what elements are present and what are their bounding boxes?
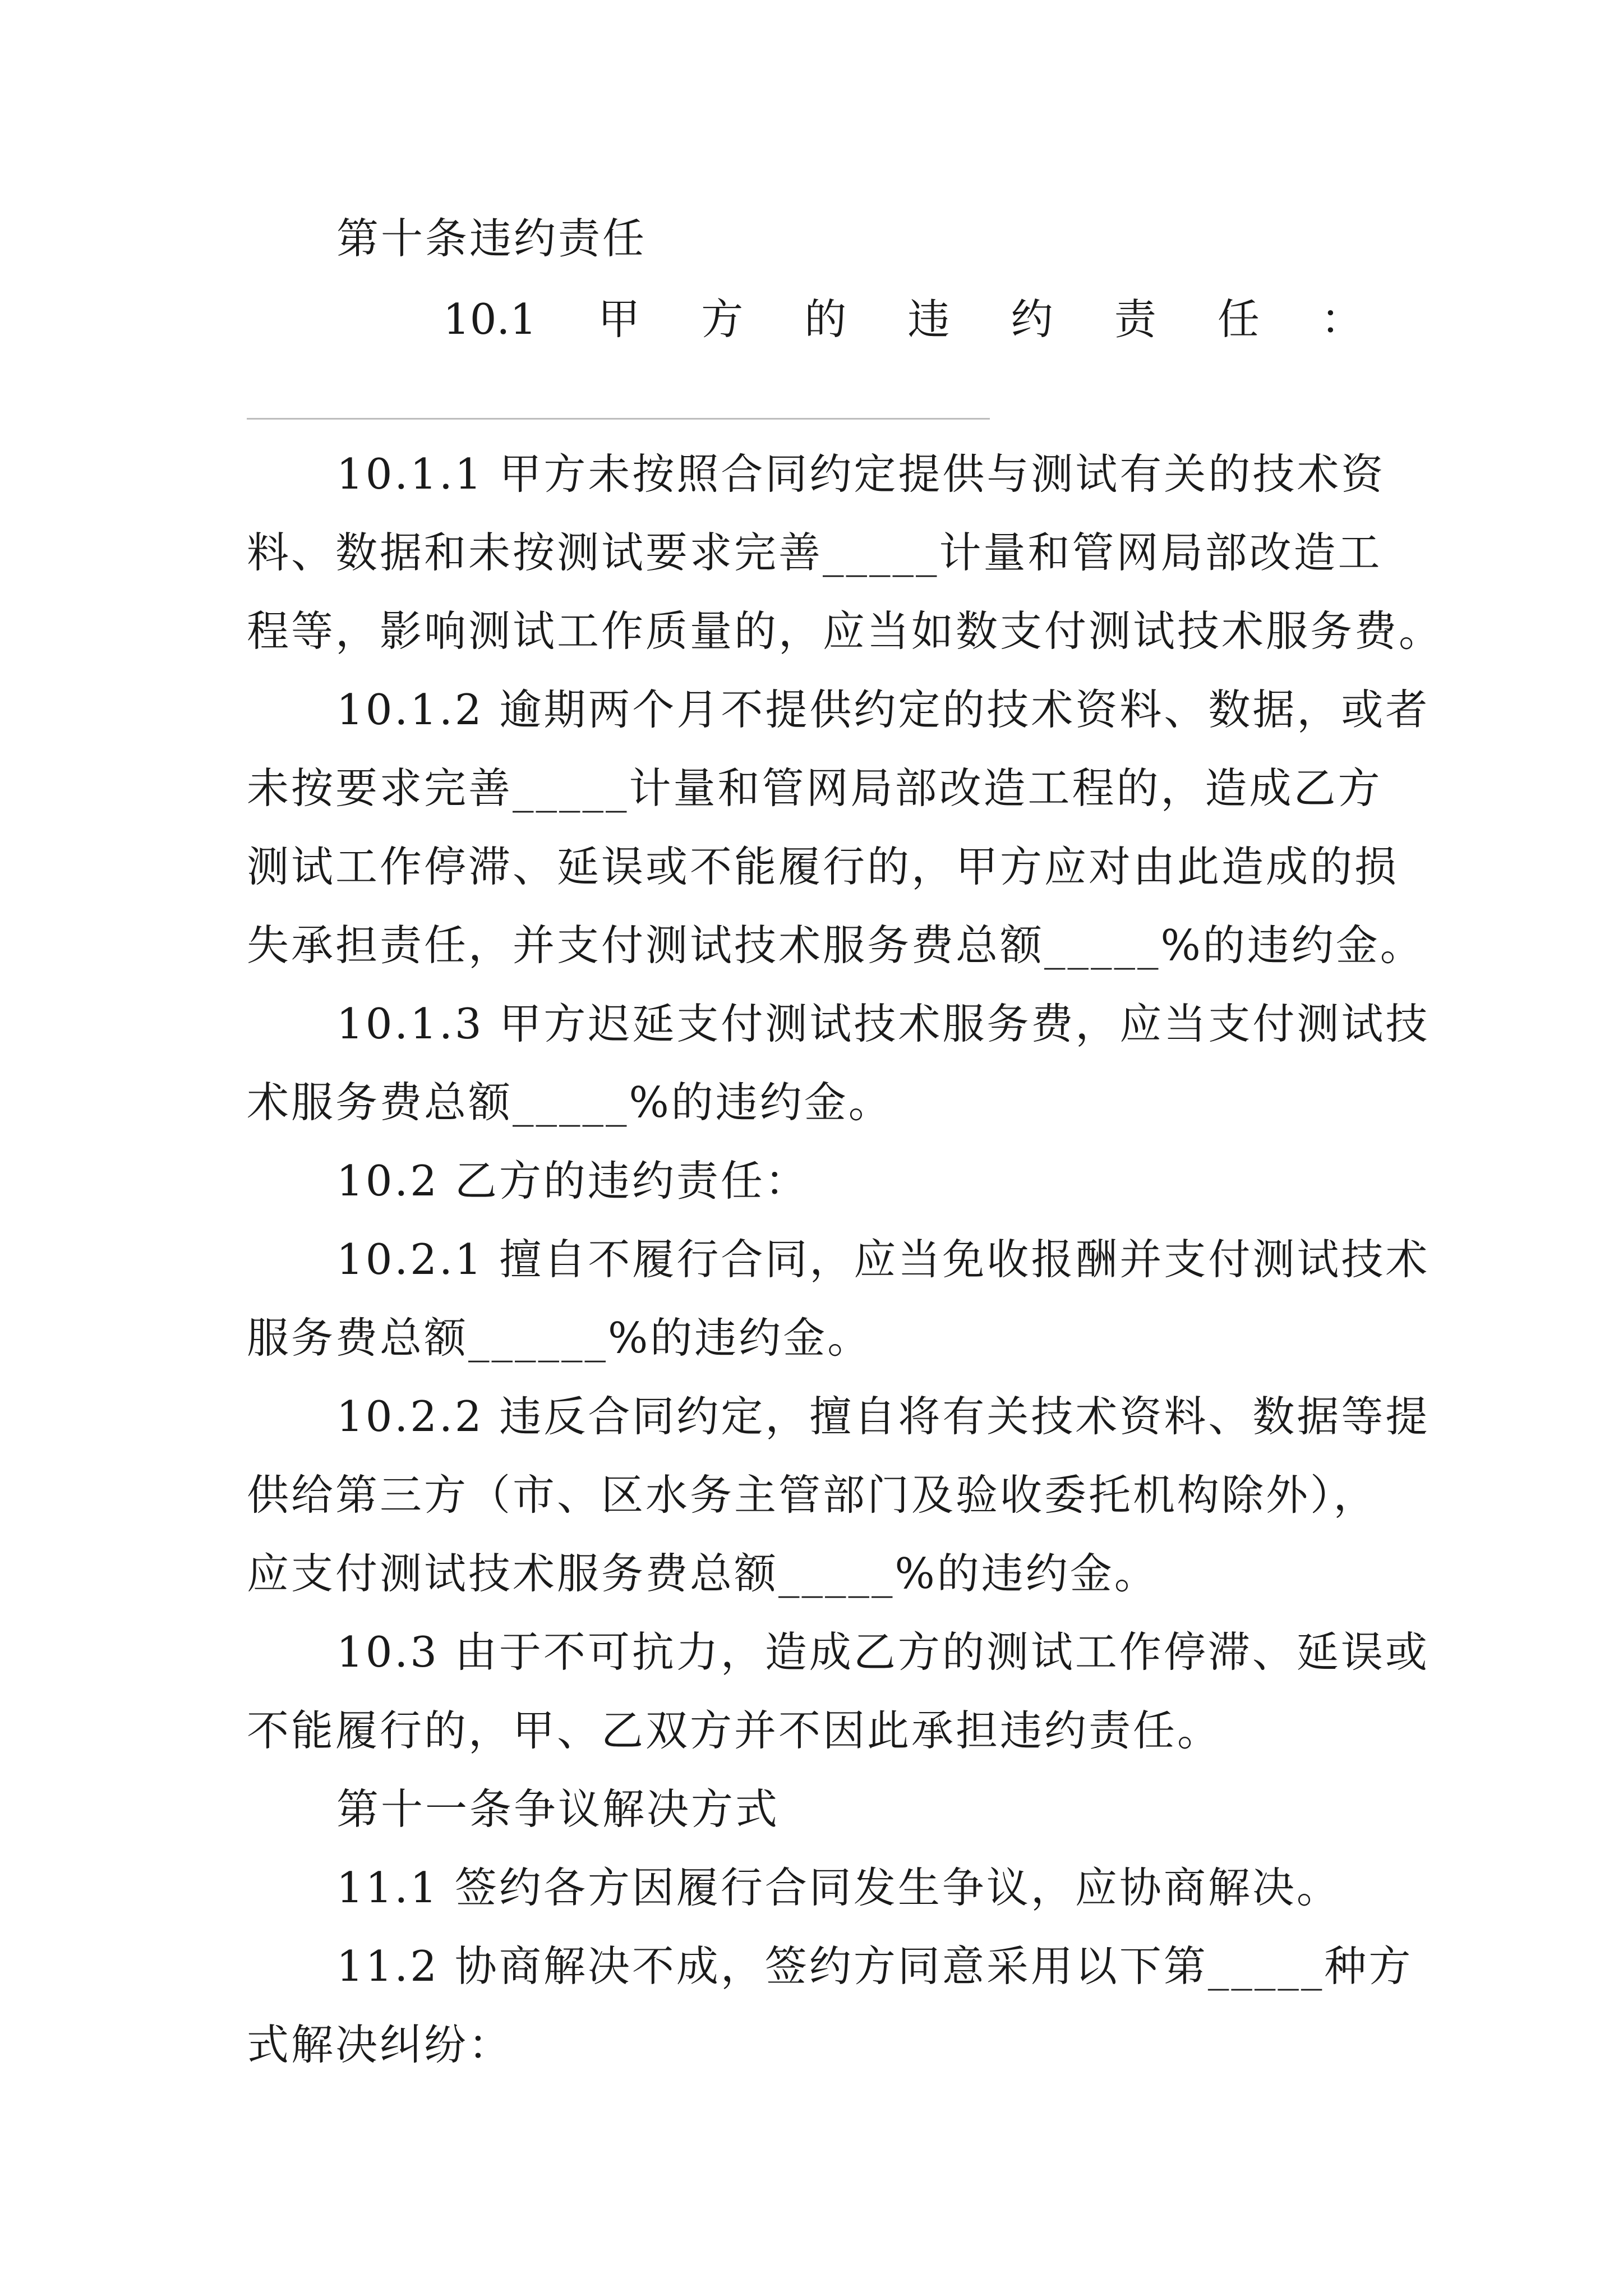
body-line: 料、数据和未按测试要求完善_____计量和管网局部改造工: [247, 528, 1382, 577]
heading-char: 责: [1114, 295, 1156, 344]
body-line: 不能履行的，甲、乙双方并不因此承担违约责任。: [247, 1706, 1222, 1755]
body-line: 测试工作停滞、延误或不能履行的，甲方应对由此造成的损: [247, 842, 1399, 891]
body-line: 术服务费总额_____%的违约金。: [247, 1078, 893, 1127]
body-line: 10.2.1 擅自不履行合同，应当免收报酬并支付测试技术: [336, 1235, 1430, 1284]
body-line: 供给第三方（市、区水务主管部门及验收委托机构除外），: [247, 1470, 1378, 1520]
heading-char: ：: [1320, 295, 1363, 344]
heading-char: 的: [804, 295, 847, 344]
heading-number: 10.1: [443, 295, 537, 344]
heading-char: 任: [1217, 295, 1260, 344]
body-line: 10.2 乙方的违约责任：: [336, 1156, 809, 1205]
horizontal-rule: [247, 418, 990, 420]
body-line: 10.3 由于不可抗力，造成乙方的测试工作停滞、延误或: [336, 1627, 1430, 1677]
heading-char: 违: [907, 295, 950, 344]
body-line: 11.1 签约各方因履行合同发生争议，应协商解决。: [336, 1863, 1341, 1912]
body-line: 式解决纠纷：: [247, 2020, 513, 2069]
heading-char: 甲: [598, 295, 640, 344]
body-line: 未按要求完善_____计量和管网局部改造工程的，造成乙方: [247, 763, 1382, 813]
body-line: 程等，影响测试工作质量的，应当如数支付测试技术服务费。: [247, 606, 1444, 656]
section-10-1-heading: [443, 294, 1363, 344]
section-10-title: 第十条违约责任: [336, 214, 647, 263]
section-11-title: 第十一条争议解决方式: [336, 1784, 780, 1834]
body-line: 失承担责任，并支付测试技术服务费总额_____%的违约金。: [247, 921, 1424, 970]
body-line: 10.2.2 违反合同约定，擅自将有关技术资料、数据等提: [336, 1392, 1430, 1441]
body-line: 11.2 协商解决不成，签约方同意采用以下第_____种方: [336, 1941, 1413, 1991]
body-line: 10.1.2 逾期两个月不提供约定的技术资料、数据，或者: [336, 685, 1430, 734]
body-line: 10.1.1 甲方未按照合同约定提供与测试有关的技术资: [336, 449, 1386, 499]
body-line: 服务费总额______%的违约金。: [247, 1313, 872, 1363]
heading-char: 方: [701, 295, 744, 344]
body-line: 应支付测试技术服务费总额_____%的违约金。: [247, 1549, 1159, 1598]
heading-char: 约: [1011, 295, 1053, 344]
body-line: 10.1.3 甲方迟延支付测试技术服务费，应当支付测试技: [336, 999, 1430, 1048]
